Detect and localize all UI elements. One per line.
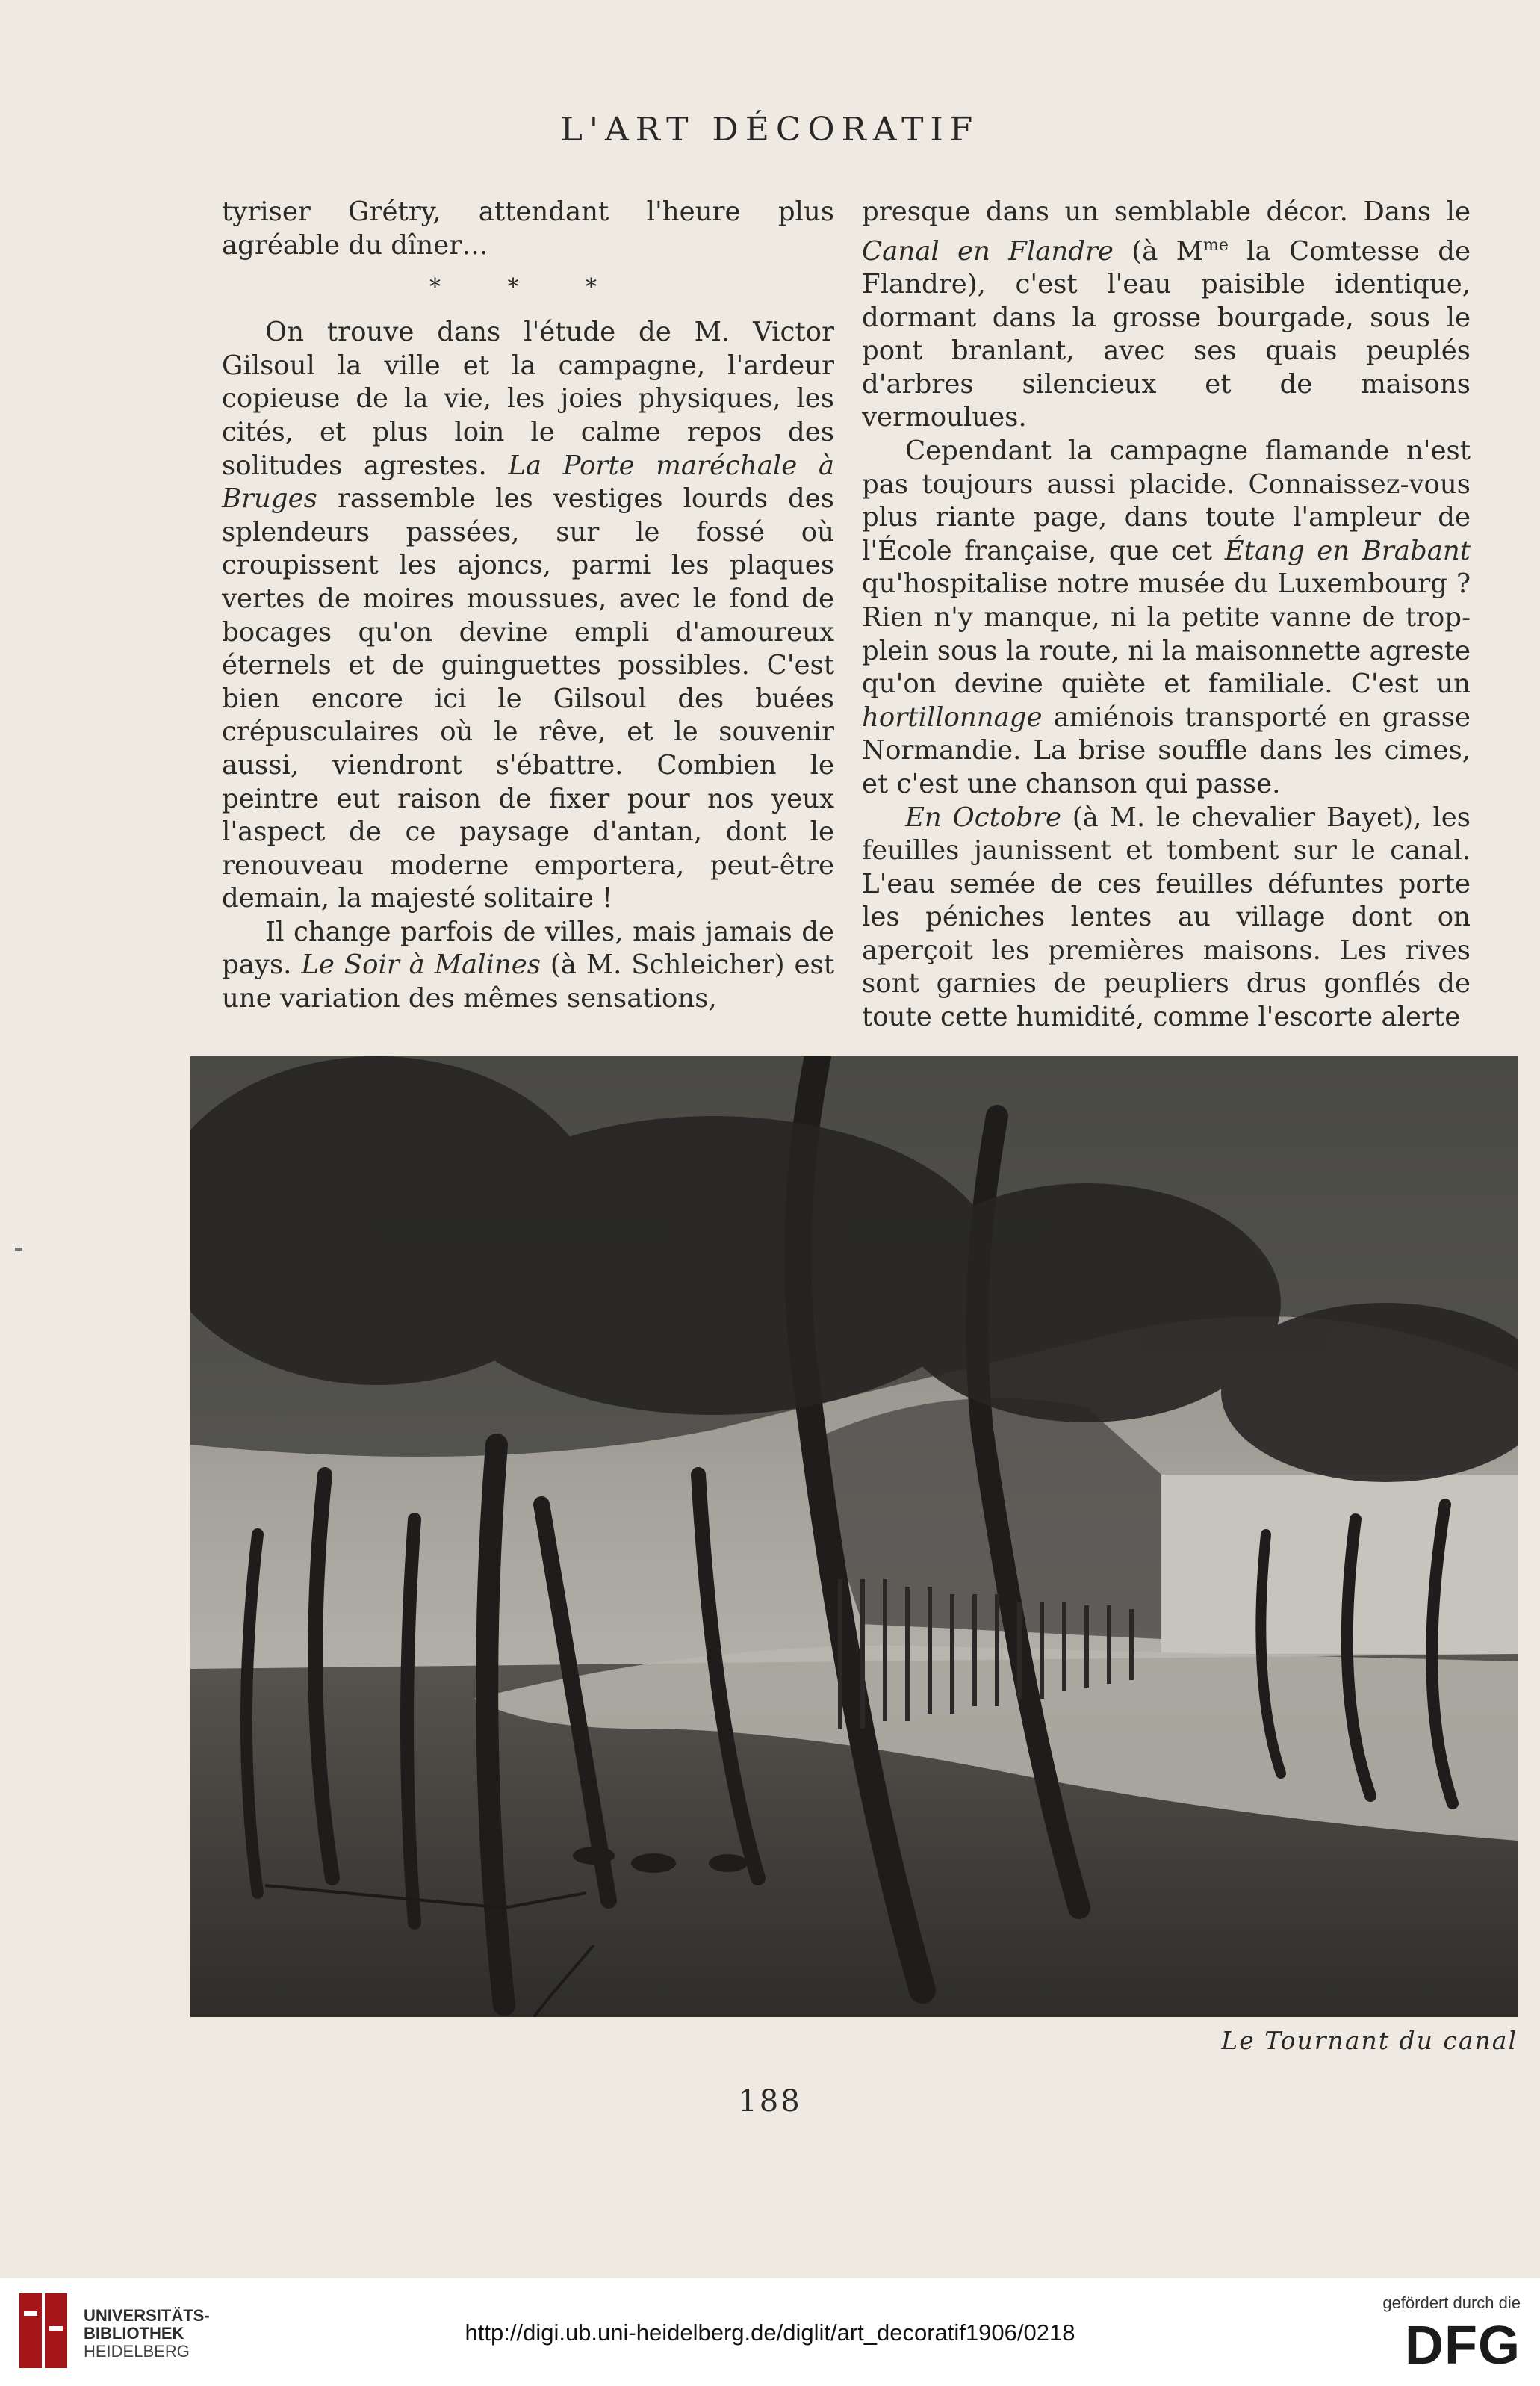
painting-reproduction xyxy=(190,1056,1518,2017)
artwork-title: Canal en Flandre xyxy=(862,235,1114,267)
page-number: 188 xyxy=(738,2084,802,2119)
library-name: UNIVERSITÄTS- BIBLIOTHEK HEIDELBERG xyxy=(84,2306,210,2361)
artwork-title: Le Soir à Malines xyxy=(301,949,541,981)
digitization-footer xyxy=(0,2278,1540,2386)
artwork-title: En Octobre xyxy=(905,802,1061,833)
section-separator: * * * xyxy=(429,274,627,301)
artwork-title: Étang en Brabant xyxy=(1224,535,1471,566)
paragraph: Cependant la campagne flamande n'est pas toujours aussi placide. Connaissez-vous plus riante page, dans toute l'ampleur de l'École française, que cet Étang en Brabant qu'hospitalise notre musée du Luxembourg ? Rien n'y manque, ni la petite vanne de trop-plein sous la route, ni la maisonnette agreste qu'on devine quiète et familiale. C'est un hortillonnage amiénois transporté en grasse Normandie. La brise souffle dans les cimes, et c'est une chanson qui passe. xyxy=(862,435,1471,799)
source-url-link[interactable]: http://digi.ub.uni-heidelberg.de/diglit/art_decoratif1906/0218 xyxy=(465,2320,1075,2346)
paragraph: En Octobre (à M. le chevalier Bayet), les feuilles jaunissent et tombent sur le canal. L'eau semée de ces feuilles défuntes porte les péniches lentes au village dont on aperçoit les premières maisons. Les rives sont garnies de peupliers drus gonflés de toute cette humidité, comme l'escorte alerte xyxy=(862,802,1471,1033)
paragraph: tyriser Grétry, attendant l'heure plus agréable du dîner… xyxy=(222,196,834,261)
right-text-column xyxy=(862,196,1471,1035)
left-text-column xyxy=(222,196,834,1016)
paragraph: Il change parfois de villes, mais jamais de pays. Le Soir à Malines (à M. Schleicher) est une variation des mêmes sensations, xyxy=(222,916,834,1014)
paragraph: On trouve dans l'étude de M. Victor Gilsoul la ville et la campagne, l'ardeur copieuse de la vie, les joies physiques, les cités, et plus loin le calme repos des solitudes agrestes. La Porte maréchale à Bruges rassemble les vestiges lourds des splendeurs passées, sur le fossé où croupissent les ajoncs, parmi les plaques vertes de moires moussues, avec le fond de bocages qu'on devine empli d'amoureux éternels et de guinguettes possibles. C'est bien encore ici le Gilsoul des buées crépusculaires où le rêve, et le souvenir aussi, viendront s'ébattre. Combien le peintre eut raison de fixer pour nos yeux l'aspect de ce paysage d'antan, dont le renouveau moderne emportera, peut-être demain, la majesté solitaire ! xyxy=(222,317,834,914)
figure-caption: Le Tournant du canal xyxy=(1221,2026,1518,2055)
running-header: L'ART DÉCORATIF xyxy=(560,111,980,149)
artwork-title: La Porte maréchale à Bruges xyxy=(222,450,834,515)
funding-note: gefördert durch die xyxy=(1382,2293,1521,2312)
margin-mark xyxy=(15,1248,22,1251)
landscape-painting-image xyxy=(190,1056,1518,2017)
emphasized-word: hortillonnage xyxy=(862,701,1043,733)
dfg-logo: DFG xyxy=(1405,2316,1521,2376)
paragraph: presque dans un semblable décor. Dans le Canal en Flandre (à $M^{me}$ la Comtesse de Flandre), c'est l'eau paisible identique, dormant dans la grosse bourgade, sous le pont branlant, avec ses quais peuplés d'arbres silencieux et de maisons vermoulues. xyxy=(862,196,1471,433)
